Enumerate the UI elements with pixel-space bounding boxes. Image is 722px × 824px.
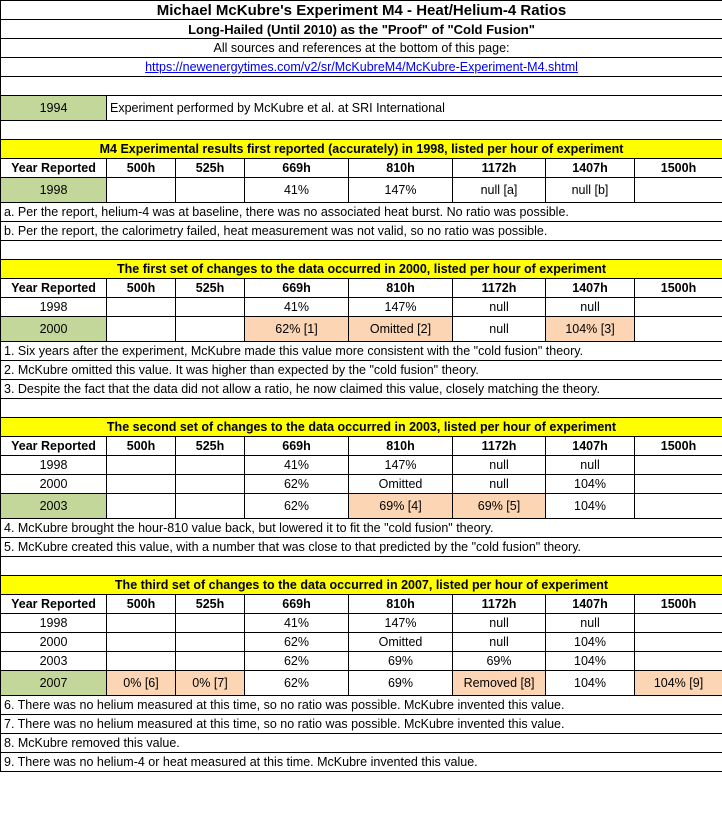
column-header: 500h (107, 159, 176, 178)
value-cell: null (453, 475, 546, 494)
table-row (1, 614, 722, 633)
column-header: 500h (107, 437, 176, 456)
value-cell (176, 456, 245, 475)
value-cell: 147% (349, 298, 453, 317)
value-cell: 41% (245, 178, 349, 203)
value-cell: Omitted (349, 475, 453, 494)
value-cell: 62% (245, 652, 349, 671)
value-cell (176, 614, 245, 633)
value-cell (107, 652, 176, 671)
report-year: 2003 (1, 494, 107, 519)
year-cell: 2000 (1, 475, 107, 494)
column-header: 1407h (546, 279, 635, 298)
value-cell (635, 494, 722, 519)
value-cell (635, 317, 722, 342)
value-cell (176, 298, 245, 317)
value-cell (176, 475, 245, 494)
value-cell (176, 633, 245, 652)
value-cell: 41% (245, 614, 349, 633)
value-cell: 147% (349, 614, 453, 633)
report-year: 1998 (1, 178, 107, 203)
experiment-description: Experiment performed by McKubre et al. at SRI International (107, 96, 722, 121)
highlight-row (1, 178, 722, 203)
changed-value-cell: Removed [8] (453, 671, 546, 696)
value-cell (635, 475, 722, 494)
value-cell (107, 475, 176, 494)
sources-note: All sources and references at the bottom of this page: (1, 39, 722, 58)
footnote: 2. McKubre omitted this value. It was higher than expected by the "cold fusion" theory. (1, 361, 722, 380)
column-header: 1500h (635, 279, 722, 298)
value-cell: null (453, 633, 546, 652)
section-heading: The third set of changes to the data occurred in 2007, listed per hour of experiment (1, 576, 722, 595)
value-cell (107, 178, 176, 203)
column-header: 810h (349, 437, 453, 456)
spacer-row (1, 77, 722, 96)
report-year: 2000 (1, 317, 107, 342)
value-cell: 41% (245, 298, 349, 317)
value-cell: 41% (245, 456, 349, 475)
column-header: 1500h (635, 437, 722, 456)
column-header: 525h (176, 595, 245, 614)
value-cell: 104% (546, 633, 635, 652)
footnote: 8. McKubre removed this value. (1, 734, 722, 753)
value-cell: null (453, 614, 546, 633)
value-cell (107, 317, 176, 342)
footnote: 5. McKubre created this value, with a number that was close to that predicted by the "cold fusion" theory. (1, 538, 722, 557)
value-cell (107, 614, 176, 633)
changed-value-cell: 62% [1] (245, 317, 349, 342)
value-cell: 104% (546, 494, 635, 519)
value-cell: 69% (349, 671, 453, 696)
column-header: Year Reported (1, 159, 107, 178)
year-cell: 2003 (1, 652, 107, 671)
table-row (1, 652, 722, 671)
year-cell: 2000 (1, 633, 107, 652)
changed-value-cell: 104% [3] (546, 317, 635, 342)
value-cell (635, 633, 722, 652)
value-cell: 62% (245, 671, 349, 696)
column-header: 525h (176, 437, 245, 456)
footnote: a. Per the report, helium-4 was at baseline, there was no associated heat burst. No ratio was possible. (1, 203, 722, 222)
column-header: 1172h (453, 279, 546, 298)
spacer-row (1, 121, 722, 140)
column-header: Year Reported (1, 595, 107, 614)
changed-value-cell: 0% [7] (176, 671, 245, 696)
column-header: 810h (349, 595, 453, 614)
value-cell: 62% (245, 633, 349, 652)
value-cell: 147% (349, 456, 453, 475)
column-header: 810h (349, 279, 453, 298)
value-cell (107, 456, 176, 475)
column-header: 500h (107, 279, 176, 298)
page-subtitle: Long-Hailed (Until 2010) as the "Proof" of "Cold Fusion" (1, 20, 722, 39)
table-row (1, 456, 722, 475)
footnote: 3. Despite the fact that the data did not allow a ratio, he now claimed this value, closely matching the theory. (1, 380, 722, 399)
column-header: 525h (176, 159, 245, 178)
value-cell: null (546, 298, 635, 317)
column-header: 669h (245, 437, 349, 456)
column-header: Year Reported (1, 279, 107, 298)
changed-value-cell: 104% [9] (635, 671, 722, 696)
value-cell (176, 317, 245, 342)
value-cell: null (453, 317, 546, 342)
value-cell: 104% (546, 475, 635, 494)
column-header: 1407h (546, 159, 635, 178)
section-heading: M4 Experimental results first reported (accurately) in 1998, listed per hour of experiment (1, 140, 722, 159)
column-header: 810h (349, 159, 453, 178)
footnote: 1. Six years after the experiment, McKubre made this value more consistent with the "cold fusion" theory. (1, 342, 722, 361)
footnote: 7. There was no helium measured at this time, so no ratio was possible. McKubre invented this value. (1, 715, 722, 734)
value-cell (176, 178, 245, 203)
value-cell (635, 298, 722, 317)
value-cell: 104% (546, 652, 635, 671)
table-row (1, 298, 722, 317)
value-cell: 69% (453, 652, 546, 671)
column-header: 1500h (635, 159, 722, 178)
value-cell (635, 614, 722, 633)
value-cell: 62% (245, 494, 349, 519)
changed-value-cell: 69% [4] (349, 494, 453, 519)
footnote: 4. McKubre brought the hour-810 value back, but lowered it to fit the "cold fusion" theory. (1, 519, 722, 538)
table-row (1, 633, 722, 652)
report-year: 2007 (1, 671, 107, 696)
value-cell (107, 494, 176, 519)
value-cell: 62% (245, 475, 349, 494)
value-cell (635, 652, 722, 671)
spacer-row (1, 241, 722, 260)
table-row (1, 475, 722, 494)
column-header: 669h (245, 279, 349, 298)
value-cell (635, 178, 722, 203)
sources-link-cell (1, 58, 722, 77)
column-header: 1172h (453, 437, 546, 456)
column-header: 669h (245, 595, 349, 614)
value-cell: null [a] (453, 178, 546, 203)
highlight-row (1, 494, 722, 519)
value-cell: null (453, 456, 546, 475)
column-header: 1407h (546, 437, 635, 456)
column-header: 500h (107, 595, 176, 614)
value-cell: 104% (546, 671, 635, 696)
sources-link[interactable]: https://newenergytimes.com/v2/sr/McKubreM4/McKubre-Experiment-M4.shtml (145, 59, 578, 74)
column-header: 1407h (546, 595, 635, 614)
year-cell: 1998 (1, 298, 107, 317)
highlight-row (1, 317, 722, 342)
value-cell: null [b] (546, 178, 635, 203)
footnote: 9. There was no helium-4 or heat measured at this time. McKubre invented this value. (1, 753, 722, 772)
value-cell (107, 298, 176, 317)
page-title: Michael McKubre's Experiment M4 - Heat/Helium-4 Ratios (1, 1, 722, 20)
spacer-row (1, 557, 722, 576)
value-cell (107, 633, 176, 652)
changed-value-cell: 69% [5] (453, 494, 546, 519)
value-cell: null (546, 456, 635, 475)
experiment-year: 1994 (1, 96, 107, 121)
value-cell: null (546, 614, 635, 633)
value-cell: 69% (349, 652, 453, 671)
value-cell: 147% (349, 178, 453, 203)
changed-value-cell: Omitted [2] (349, 317, 453, 342)
value-cell (176, 652, 245, 671)
section-heading: The second set of changes to the data occurred in 2003, listed per hour of experiment (1, 418, 722, 437)
footnote: 6. There was no helium measured at this time, so no ratio was possible. McKubre invented this value. (1, 696, 722, 715)
column-header: 669h (245, 159, 349, 178)
value-cell: Omitted (349, 633, 453, 652)
column-header: 525h (176, 279, 245, 298)
year-cell: 1998 (1, 456, 107, 475)
column-header: 1172h (453, 159, 546, 178)
year-cell: 1998 (1, 614, 107, 633)
footnote: b. Per the report, the calorimetry failed, heat measurement was not valid, so no ratio was possible. (1, 222, 722, 241)
changed-value-cell: 0% [6] (107, 671, 176, 696)
column-header: 1172h (453, 595, 546, 614)
value-cell (635, 456, 722, 475)
section-heading: The first set of changes to the data occurred in 2000, listed per hour of experiment (1, 260, 722, 279)
column-header: Year Reported (1, 437, 107, 456)
highlight-row (1, 671, 722, 696)
value-cell (176, 494, 245, 519)
column-header: 1500h (635, 595, 722, 614)
value-cell: null (453, 298, 546, 317)
spacer-row (1, 399, 722, 418)
